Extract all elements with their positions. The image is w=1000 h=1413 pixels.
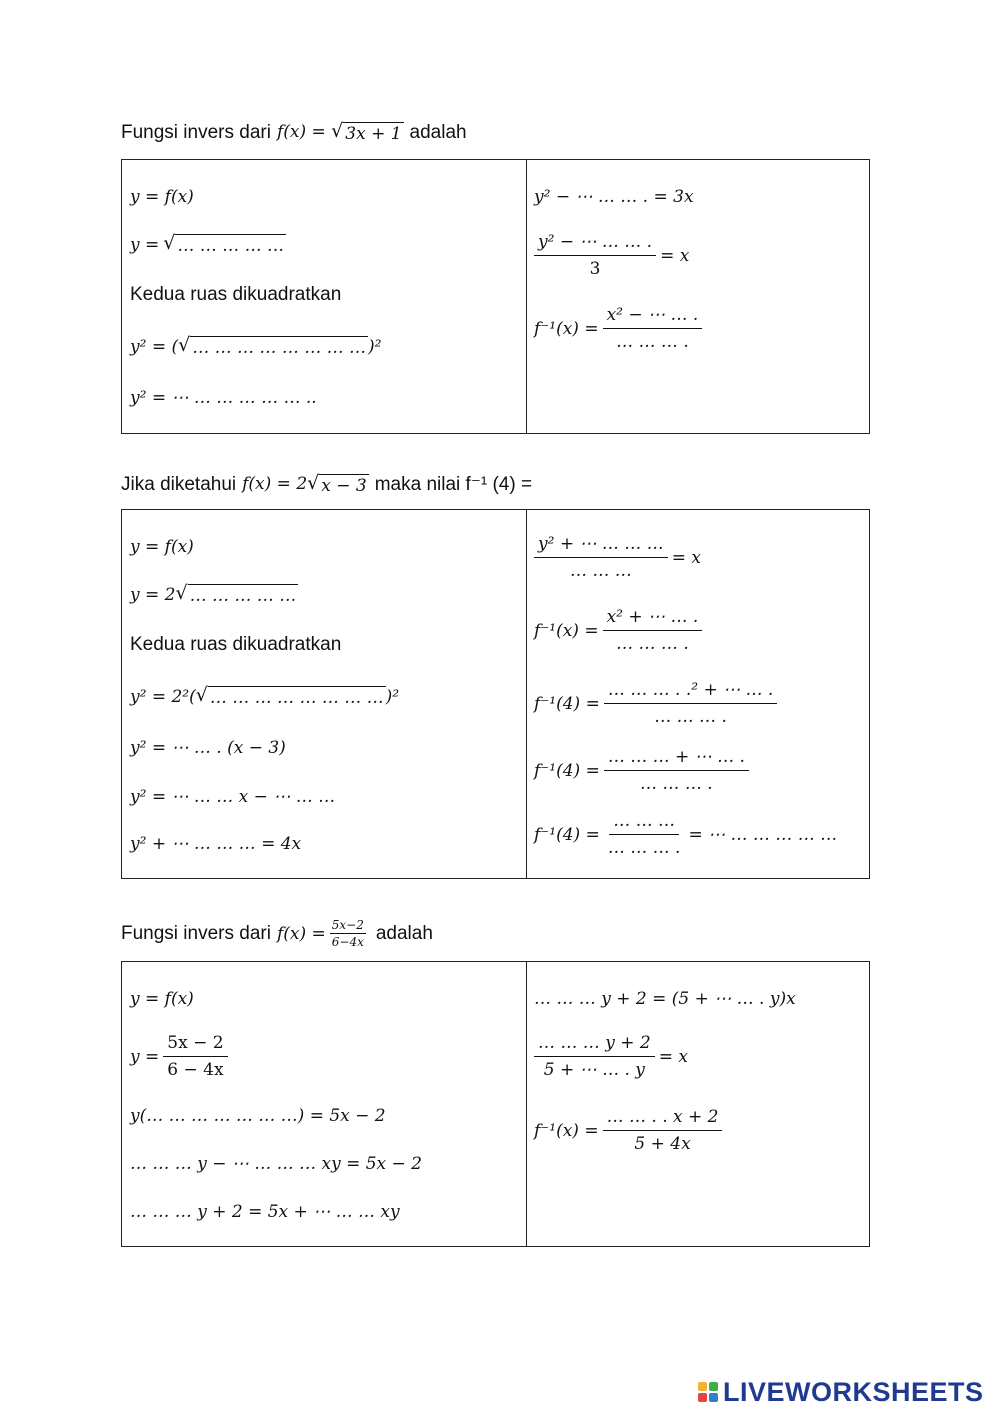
problem2-divider xyxy=(526,510,527,878)
p3-left-line1: y = f(x) xyxy=(130,989,194,1009)
p3-right-line3-frac xyxy=(603,1107,723,1154)
p1-right-line2-post: = x xyxy=(660,245,690,266)
sqrt-symbol: √ xyxy=(175,582,188,604)
problem3-title-fx: f(x) = xyxy=(276,923,326,944)
p2-right-line2 xyxy=(534,607,706,654)
p2-right-line2-frac xyxy=(603,607,703,654)
problem1-title-suffix: adalah xyxy=(409,122,467,143)
problem2-title-fx: f(x) = 2 xyxy=(242,473,308,494)
sqrt-symbol: √ xyxy=(163,232,176,254)
p2-right-line4 xyxy=(534,747,753,794)
problem3-title-frac xyxy=(330,918,366,949)
problem1-title-prefix: Fungsi invers dari xyxy=(121,122,271,143)
fraction-numerator[interactable]: … … … xyxy=(609,811,679,835)
logo-square-1 xyxy=(698,1382,707,1391)
fraction-denominator[interactable]: … … … xyxy=(569,561,632,581)
fraction-denominator[interactable]: … … … . xyxy=(654,707,727,727)
p1-left-line1: y = f(x) xyxy=(130,187,194,207)
p3-right-line3 xyxy=(534,1107,726,1154)
p1-left-line2-rad[interactable]: … … … … … xyxy=(177,236,284,256)
fraction-numerator[interactable]: … … … . .² + ⋯ … . xyxy=(604,680,778,704)
fraction-denominator[interactable]: 5 + ⋯ … . y xyxy=(543,1060,645,1080)
problem1-divider xyxy=(526,160,527,433)
p2-left-line6[interactable]: y² = ⋯ … … x − ⋯ … … xyxy=(130,787,336,807)
p3-left-line5[interactable]: … … … y + 2 = 5x + ⋯ … … xy xyxy=(130,1202,400,1222)
problem2-title-prefix: Jika diketahui xyxy=(121,473,237,495)
fraction-denominator: 6−4x xyxy=(331,935,364,949)
fraction-numerator: 5x−2 xyxy=(331,918,364,932)
p3-right-line2-frac xyxy=(534,1033,655,1080)
problem3-title-formula xyxy=(277,918,370,949)
fraction-numerator[interactable]: y² + ⋯ … … … xyxy=(534,534,668,558)
p1-right-line3-frac xyxy=(603,305,703,352)
fraction-numerator[interactable]: … … . . x + 2 xyxy=(603,1107,723,1131)
problem3-box xyxy=(121,961,870,1247)
p2-right-line1 xyxy=(530,534,701,581)
fraction-denominator[interactable]: … … … . xyxy=(616,634,689,654)
p3-right-line2-post: = x xyxy=(658,1046,688,1067)
p1-left-line5[interactable]: y² = ⋯ … … … … … .. xyxy=(130,388,317,408)
p3-right-line1[interactable]: … … … y + 2 = (5 + ⋯ … . y)x xyxy=(534,989,796,1009)
p2-right-line5-pre: f⁻¹(4) = xyxy=(534,824,600,845)
liveworksheets-wordmark: LIVEWORKSHEETS xyxy=(723,1377,984,1407)
problem3-title-suffix: adalah xyxy=(375,922,433,944)
problem2-title-formula xyxy=(242,471,369,496)
p2-right-line1-post: = x xyxy=(671,547,701,568)
p2-left-line1: y = f(x) xyxy=(130,537,194,557)
problem2-title-radicand: x − 3 xyxy=(321,475,367,496)
p1-right-line1[interactable]: y² − ⋯ … … . = 3x xyxy=(534,187,694,207)
p2-left-line5[interactable]: y² = ⋯ … . (x − 3) xyxy=(130,738,286,758)
p1-right-line2 xyxy=(530,232,689,279)
fraction-denominator[interactable]: … … … . xyxy=(616,332,689,352)
p2-left-line4-post: )² xyxy=(385,686,400,707)
problem3-title xyxy=(121,918,433,949)
fraction-numerator[interactable]: … … … + ⋯ … . xyxy=(604,747,749,771)
fraction-denominator: 6 − 4x xyxy=(167,1060,224,1080)
sqrt-symbol: √ xyxy=(178,334,191,356)
fraction-numerator[interactable]: x² + ⋯ … . xyxy=(603,607,703,631)
p2-right-line1-frac xyxy=(534,534,668,581)
p2-right-line2-pre: f⁻¹(x) = xyxy=(534,620,599,641)
problem1-title-formula xyxy=(277,122,404,144)
p1-right-line3-pre: f⁻¹(x) = xyxy=(534,318,599,339)
p2-right-line5-frac xyxy=(604,811,685,858)
fraction-denominator: 3 xyxy=(589,259,601,279)
p2-left-line7[interactable]: y² + ⋯ … … … = 4x xyxy=(130,834,302,854)
p1-left-line2 xyxy=(130,234,286,256)
fraction-numerator[interactable]: y² − ⋯ … … . xyxy=(534,232,656,256)
problem1-title-radicand: 3x + 1 xyxy=(345,124,402,145)
p1-left-line4 xyxy=(130,336,382,358)
problem3-divider xyxy=(526,962,527,1246)
p1-left-line2-pre: y = xyxy=(130,234,160,255)
fraction-denominator: 5 + 4x xyxy=(634,1134,691,1154)
p2-left-line4-rad[interactable]: … … … … … … … … xyxy=(209,688,384,708)
fraction-numerator[interactable]: x² − ⋯ … . xyxy=(603,305,703,329)
fraction-denominator[interactable]: … … … . xyxy=(640,774,713,794)
p2-right-line5-post[interactable]: = ⋯ … … … … … xyxy=(688,824,838,845)
logo-square-4 xyxy=(709,1393,718,1402)
sqrt-symbol: √ xyxy=(307,471,320,494)
p2-left-line2 xyxy=(130,584,298,606)
p2-left-line2-rad[interactable]: … … … … … xyxy=(189,586,297,606)
liveworksheets-logo xyxy=(698,1377,984,1408)
p2-right-line3-pre: f⁻¹(4) = xyxy=(534,693,600,714)
p2-left-line4 xyxy=(130,686,399,708)
problem1-title-fx: f(x) = xyxy=(276,122,326,143)
logo-square-2 xyxy=(709,1382,718,1391)
p1-left-line3: Kedua ruas dikuadratkan xyxy=(130,284,342,305)
liveworksheets-logo-icon xyxy=(698,1382,720,1404)
fraction-denominator[interactable]: … … … . xyxy=(607,838,681,858)
p2-right-line4-frac xyxy=(604,747,749,794)
p2-left-line3: Kedua ruas dikuadratkan xyxy=(130,634,342,655)
fraction-numerator: 5x − 2 xyxy=(163,1033,227,1057)
sqrt-symbol: √ xyxy=(331,120,344,143)
p2-right-line3 xyxy=(534,680,781,727)
p2-right-line4-pre: f⁻¹(4) = xyxy=(534,760,600,781)
problem2-box xyxy=(121,509,870,879)
p1-right-line2-frac xyxy=(534,232,656,279)
problem2-title-suffix: maka nilai f⁻¹ (4) = xyxy=(374,474,533,495)
p3-left-line2 xyxy=(130,1033,232,1080)
problem1-title xyxy=(121,122,467,144)
p3-left-line2-pre: y = xyxy=(130,1046,160,1067)
p1-left-line4-post: )² xyxy=(368,336,382,357)
p3-right-line2 xyxy=(530,1033,688,1080)
p2-right-line3-frac xyxy=(604,680,778,727)
p3-left-line3[interactable]: y(… … … … … … …) = 5x − 2 xyxy=(130,1106,386,1126)
p3-left-line4[interactable]: … … … y − ⋯ … … … xy = 5x − 2 xyxy=(130,1154,422,1174)
logo-square-3 xyxy=(698,1393,707,1402)
p1-left-line4-pre: y² = ( xyxy=(130,336,179,357)
p3-left-line2-frac xyxy=(163,1033,227,1080)
p1-right-line3 xyxy=(534,305,706,352)
fraction-numerator[interactable]: … … … y + 2 xyxy=(534,1033,655,1057)
p2-left-line4-pre: y² = 2²( xyxy=(130,686,196,707)
p2-left-line2-pre: y = 2 xyxy=(130,584,176,605)
problem1-box xyxy=(121,159,870,434)
problem2-title xyxy=(121,473,532,496)
p1-left-line4-rad[interactable]: … … … … … … … … xyxy=(192,338,367,358)
p2-right-line5 xyxy=(534,811,837,858)
problem3-title-prefix: Fungsi invers dari xyxy=(121,922,271,944)
p3-right-line3-pre: f⁻¹(x) = xyxy=(534,1120,599,1141)
sqrt-symbol: √ xyxy=(195,684,208,706)
